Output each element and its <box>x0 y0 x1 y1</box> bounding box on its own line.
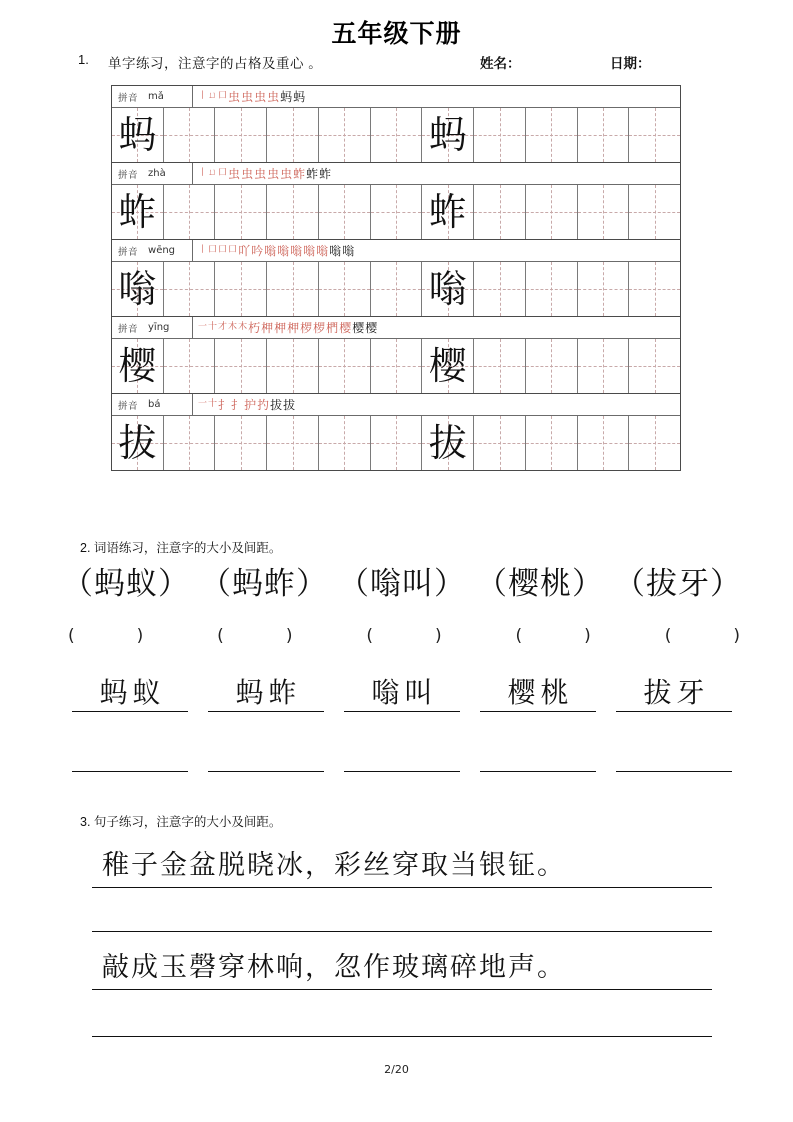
page-number: 2/20 <box>384 1063 409 1076</box>
model-character: 嗡 <box>428 267 467 311</box>
stroke-glyph: ㄩ <box>208 91 218 101</box>
stroke-glyph: 虫 <box>241 166 254 181</box>
grid-cell[interactable] <box>526 108 578 162</box>
date-field-label: 日期： <box>610 56 651 71</box>
grid-cell[interactable] <box>371 108 423 162</box>
grid-cell[interactable] <box>215 185 267 239</box>
stroke-glyph: 十 <box>208 322 218 332</box>
grid-cell[interactable] <box>474 339 526 393</box>
sentence-block-2 <box>92 950 712 990</box>
word-on-underline: 樱桃 <box>480 678 596 712</box>
character-practice-block <box>112 394 680 471</box>
grid-cell[interactable] <box>319 416 371 470</box>
grid-cell[interactable] <box>422 262 474 316</box>
grid-cell[interactable] <box>215 262 267 316</box>
grid-cell[interactable] <box>526 185 578 239</box>
pinyin-value: yīng <box>148 322 170 333</box>
sentence-block-1 <box>92 848 712 888</box>
grid-cell[interactable] <box>422 416 474 470</box>
grid-cell[interactable] <box>629 416 680 470</box>
grid-cell[interactable] <box>578 262 630 316</box>
word-practice-row <box>62 565 742 604</box>
stroke-glyph: 嗡 <box>277 243 290 258</box>
grid-cell[interactable] <box>164 108 216 162</box>
stroke-glyph: 口 <box>218 245 228 255</box>
stroke-glyph: 虫 <box>241 89 254 104</box>
character-grid-row <box>112 185 680 239</box>
word-with-parentheses: （拔牙） <box>614 566 742 602</box>
stroke-glyph: 椤 <box>313 320 326 335</box>
grid-cell[interactable] <box>474 416 526 470</box>
stroke-glyph: 蚂 <box>293 89 306 104</box>
stroke-glyph: 虫 <box>228 166 241 181</box>
page-title: 五年级下册 <box>331 20 462 48</box>
word-blank-paren-row <box>68 626 740 646</box>
stroke-glyph: 嗡 <box>342 243 355 258</box>
pinyin-label: 拼音 <box>118 400 139 412</box>
stroke-sequence <box>193 317 680 338</box>
grid-cell[interactable] <box>629 108 680 162</box>
stroke-glyph: 嗡 <box>264 243 277 258</box>
word-blank-parentheses[interactable]: ( ) <box>68 626 144 646</box>
grid-cell[interactable] <box>164 416 216 470</box>
grid-cell[interactable] <box>578 339 630 393</box>
stroke-glyph: 虫 <box>267 89 280 104</box>
word-blank-writing-line[interactable] <box>72 770 188 772</box>
pinyin-value: wēng <box>148 245 176 256</box>
model-character: 蚱 <box>118 190 157 234</box>
grid-cell[interactable] <box>629 185 680 239</box>
word-blank-writing-line[interactable] <box>616 770 732 772</box>
grid-cell[interactable] <box>319 185 371 239</box>
stroke-glyph: 木 <box>238 322 248 332</box>
stroke-order-row <box>112 240 680 262</box>
grid-cell[interactable] <box>371 339 423 393</box>
word-with-parentheses: （蚂蚁） <box>62 566 190 602</box>
stroke-sequence <box>193 394 680 415</box>
model-character: 嗡 <box>118 267 157 311</box>
character-grid-row <box>112 339 680 393</box>
character-grid-row <box>112 108 680 162</box>
grid-cell[interactable] <box>267 262 319 316</box>
stroke-glyph: 樱 <box>339 320 352 335</box>
character-practice-block <box>112 163 680 240</box>
grid-cell[interactable] <box>371 416 423 470</box>
stroke-glyph: 才 <box>218 322 228 332</box>
word-with-parentheses: （樱桃） <box>476 566 604 602</box>
grid-cell[interactable] <box>629 262 680 316</box>
stroke-glyph: 嗡 <box>290 243 303 258</box>
pinyin-value: bá <box>148 399 161 410</box>
stroke-order-row <box>112 317 680 339</box>
pinyin-label: 拼音 <box>118 246 139 258</box>
stroke-glyph: 柙 <box>261 320 274 335</box>
character-grid-row <box>112 416 680 470</box>
grid-cell[interactable] <box>112 262 164 316</box>
word-blank-writing-line[interactable] <box>208 770 324 772</box>
model-character: 樱 <box>118 344 157 388</box>
stroke-order-row <box>112 163 680 185</box>
stroke-order-row <box>112 394 680 416</box>
word-blank-parentheses[interactable]: ( ) <box>217 626 293 646</box>
stroke-glyph: 樱 <box>352 320 365 335</box>
stroke-glyph: 嗡 <box>303 243 316 258</box>
stroke-glyph: 椚 <box>326 320 339 335</box>
word-blank-lines-row <box>72 770 732 772</box>
stroke-glyph: 扌 <box>218 397 231 412</box>
sentence-blank-line-2 <box>92 1035 712 1037</box>
grid-cell[interactable] <box>164 339 216 393</box>
sentence-blank-line-1 <box>92 930 712 932</box>
stroke-glyph: 柙 <box>287 320 300 335</box>
model-character: 蚂 <box>118 113 157 157</box>
section3-heading: 3. 句子练习，注意字的大小及间距。 <box>80 815 282 829</box>
stroke-glyph: 嗡 <box>329 243 342 258</box>
stroke-sequence <box>193 240 680 261</box>
stroke-glyph: 吖 <box>238 243 251 258</box>
word-with-parentheses: （嗡叫） <box>338 566 466 602</box>
stroke-glyph: ㄩ <box>208 168 218 178</box>
grid-cell[interactable] <box>215 416 267 470</box>
grid-cell[interactable] <box>371 262 423 316</box>
pinyin-cell <box>112 163 193 184</box>
stroke-glyph: 柙 <box>274 320 287 335</box>
grid-cell[interactable] <box>267 416 319 470</box>
word-on-underline: 蚂蚁 <box>72 678 188 712</box>
stroke-glyph: 扚 <box>257 397 270 412</box>
grid-cell[interactable] <box>526 262 578 316</box>
word-underline-row <box>72 678 732 712</box>
stroke-glyph: 丨 <box>198 91 208 101</box>
grid-cell[interactable] <box>164 262 216 316</box>
word-on-underline: 蚂蚱 <box>208 678 324 712</box>
stroke-glyph: 椤 <box>300 320 313 335</box>
stroke-order-row <box>112 86 680 108</box>
word-on-underline: 嗡叫 <box>344 678 460 712</box>
word-blank-writing-line[interactable] <box>480 770 596 772</box>
grid-cell[interactable] <box>474 108 526 162</box>
stroke-glyph: 朽 <box>248 320 261 335</box>
stroke-glyph: 拔 <box>270 397 283 412</box>
stroke-glyph: 口 <box>228 245 238 255</box>
grid-cell[interactable] <box>215 339 267 393</box>
pinyin-label: 拼音 <box>118 92 139 104</box>
stroke-glyph: 蚱 <box>319 166 332 181</box>
section2-heading: 2. 词语练习，注意字的大小及间距。 <box>80 541 282 555</box>
sentence-text-1: 稚子金盆脱晓冰，彩丝穿取当银钲。 <box>92 848 712 888</box>
stroke-glyph: 口 <box>218 168 228 178</box>
name-field-label: 姓名： <box>480 56 521 71</box>
grid-cell[interactable] <box>112 185 164 239</box>
grid-cell[interactable] <box>422 185 474 239</box>
grid-cell[interactable] <box>112 416 164 470</box>
pinyin-value: mǎ <box>148 91 164 102</box>
stroke-glyph: 十 <box>208 399 218 409</box>
stroke-glyph: 拔 <box>283 397 296 412</box>
pinyin-cell <box>112 240 193 261</box>
model-character: 拔 <box>428 421 467 465</box>
word-with-parentheses: （蚂蚱） <box>200 566 328 602</box>
character-practice-block <box>112 317 680 394</box>
pinyin-cell <box>112 317 193 338</box>
stroke-glyph: 虫 <box>228 89 241 104</box>
section1-header <box>78 52 718 74</box>
stroke-glyph: 蚱 <box>293 166 306 181</box>
stroke-glyph: 虫 <box>254 166 267 181</box>
pinyin-cell <box>112 86 193 107</box>
stroke-glyph: 吟 <box>251 243 264 258</box>
grid-cell[interactable] <box>578 416 630 470</box>
section1-instruction: 单字练习，注意字的占格及重心 。 <box>108 56 323 71</box>
grid-cell[interactable] <box>319 262 371 316</box>
grid-cell[interactable] <box>474 185 526 239</box>
stroke-glyph: 口 <box>218 91 228 101</box>
stroke-glyph: 蚱 <box>306 166 319 181</box>
grid-cell[interactable] <box>422 339 474 393</box>
grid-cell[interactable] <box>578 108 630 162</box>
stroke-glyph: 扌 <box>231 397 244 412</box>
stroke-sequence <box>193 163 680 184</box>
grid-cell[interactable] <box>526 416 578 470</box>
grid-cell[interactable] <box>319 108 371 162</box>
character-practice-block <box>112 240 680 317</box>
model-character: 拔 <box>118 421 157 465</box>
model-character: 蚂 <box>428 113 467 157</box>
stroke-glyph: 樱 <box>365 320 378 335</box>
grid-cell[interactable] <box>112 108 164 162</box>
stroke-glyph: 丨 <box>198 245 208 255</box>
grid-cell[interactable] <box>578 185 630 239</box>
character-grid-row <box>112 262 680 316</box>
grid-cell[interactable] <box>164 185 216 239</box>
grid-cell[interactable] <box>267 185 319 239</box>
stroke-glyph: 护 <box>244 397 257 412</box>
stroke-glyph: 丨 <box>198 168 208 178</box>
character-practice-block <box>112 86 680 163</box>
stroke-glyph: 一 <box>198 322 208 332</box>
stroke-glyph: 虫 <box>254 89 267 104</box>
stroke-glyph: 蚂 <box>280 89 293 104</box>
model-character: 蚱 <box>428 190 467 234</box>
word-blank-parentheses[interactable]: ( ) <box>366 626 442 646</box>
sentence-text-2: 敲成玉磬穿林响，忽作玻璃碎地声。 <box>92 950 712 990</box>
grid-cell[interactable] <box>629 339 680 393</box>
stroke-glyph: 虫 <box>280 166 293 181</box>
grid-cell[interactable] <box>422 108 474 162</box>
stroke-glyph: 虫 <box>267 166 280 181</box>
grid-cell[interactable] <box>319 339 371 393</box>
grid-cell[interactable] <box>371 185 423 239</box>
stroke-glyph: 口 <box>208 245 218 255</box>
word-on-underline: 拔牙 <box>616 678 732 712</box>
stroke-sequence <box>193 86 680 107</box>
stroke-glyph: 一 <box>198 399 208 409</box>
grid-cell[interactable] <box>112 339 164 393</box>
grid-cell[interactable] <box>474 262 526 316</box>
word-blank-writing-line[interactable] <box>344 770 460 772</box>
stroke-glyph: 木 <box>228 322 238 332</box>
pinyin-label: 拼音 <box>118 169 139 181</box>
pinyin-value: zhà <box>148 168 166 179</box>
model-character: 樱 <box>428 344 467 388</box>
grid-cell[interactable] <box>267 339 319 393</box>
pinyin-label: 拼音 <box>118 323 139 335</box>
character-practice-table <box>111 85 681 471</box>
grid-cell[interactable] <box>526 339 578 393</box>
grid-cell[interactable] <box>215 108 267 162</box>
section1-number: 1. <box>78 52 89 67</box>
word-blank-parentheses[interactable]: ( ) <box>664 626 740 646</box>
grid-cell[interactable] <box>267 108 319 162</box>
pinyin-cell <box>112 394 193 415</box>
stroke-glyph: 嗡 <box>316 243 329 258</box>
word-blank-parentheses[interactable]: ( ) <box>515 626 591 646</box>
